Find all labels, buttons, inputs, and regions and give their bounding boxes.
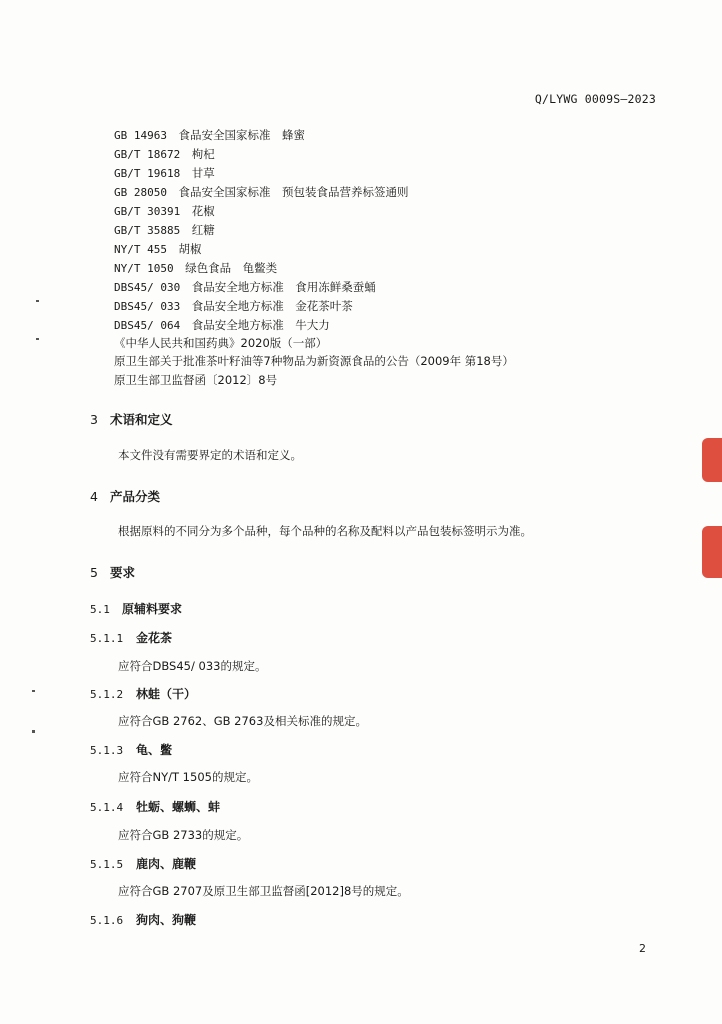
- seal-fragment: [702, 438, 722, 482]
- reference-item: [114, 184, 408, 200]
- reference-title: 甘草: [191, 166, 215, 180]
- scan-speck: [36, 300, 39, 302]
- section-5-1-heading: 5.1 原辅料要求: [90, 602, 183, 616]
- reference-item: [114, 146, 215, 162]
- reference-title: 《中华人民共和国药典》2020版（一部）: [114, 336, 328, 350]
- reference-item: [114, 317, 330, 333]
- scan-speck: [32, 690, 35, 692]
- reference-title: 食品安全国家标准 蜂蜜: [178, 128, 305, 142]
- section-5-1-3-body: 应符合NY/T 1505的规定。: [118, 770, 258, 784]
- reference-code: NY/T 1050: [114, 262, 174, 275]
- section-5-1-2-heading: 5.1.2 林蛙（干）: [90, 687, 197, 701]
- section-5-heading: 5 要求: [90, 565, 136, 580]
- reference-item: [114, 335, 327, 351]
- reference-item: [114, 241, 201, 257]
- section-5-1-4-heading: 5.1.4 牡蛎、螺蛳、蚌: [90, 800, 221, 814]
- reference-item: [114, 260, 277, 276]
- reference-code: GB/T 30391: [114, 205, 181, 218]
- scan-speck: [32, 730, 35, 733]
- reference-code: GB/T 35885: [114, 224, 181, 237]
- reference-item: [114, 372, 277, 388]
- reference-title: 枸杞: [191, 147, 215, 161]
- reference-code: GB/T 19618: [114, 167, 181, 180]
- page-number: 2: [639, 942, 646, 955]
- section-3-heading: 3 术语和定义: [90, 412, 173, 427]
- section-5-1-3-heading: 5.1.3 龟、鳖: [90, 743, 173, 757]
- reference-title: 食品安全地方标准 牛大力: [191, 318, 330, 332]
- section-5-1-5-body: 应符合GB 2707及原卫生部卫监督函[2012]8号的规定。: [118, 884, 409, 898]
- reference-title: 食品安全地方标准 金花茶叶茶: [191, 299, 353, 313]
- section-5-1-6-heading: 5.1.6 狗肉、狗鞭: [90, 913, 197, 927]
- section-4-heading: 4 产品分类: [90, 489, 161, 504]
- scan-speck: [36, 338, 39, 340]
- reference-title: 胡椒: [178, 242, 202, 256]
- section-5-1-1-body: 应符合DBS45/ 033的规定。: [118, 659, 267, 673]
- reference-title: 绿色食品 龟鳖类: [185, 261, 278, 275]
- reference-item: [114, 222, 215, 238]
- reference-title: 食品安全地方标准 食用冻鲜桑蚕蛹: [191, 280, 376, 294]
- reference-title: 红糖: [191, 223, 215, 237]
- reference-code: DBS45/ 030: [114, 281, 181, 294]
- section-5-1-1-heading: 5.1.1 金花茶: [90, 631, 173, 645]
- reference-item: [114, 203, 215, 219]
- reference-code: DBS45/ 033: [114, 300, 181, 313]
- reference-item: [114, 353, 514, 369]
- section-5-1-5-heading: 5.1.5 鹿肉、鹿鞭: [90, 857, 197, 871]
- reference-title: 食品安全国家标准 预包装食品营养标签通则: [178, 185, 409, 199]
- reference-item: [114, 298, 353, 314]
- section-3-body: 本文件没有需要界定的术语和定义。: [118, 448, 302, 462]
- reference-title: 原卫生部关于批准茶叶籽油等7种物品为新资源食品的公告（2009年 第18号）: [114, 354, 514, 368]
- document-code: Q/LYWG 0009S—2023: [534, 92, 656, 106]
- reference-title: 原卫生部卫监督函〔2012〕8号: [114, 373, 278, 387]
- reference-code: GB/T 18672: [114, 148, 181, 161]
- section-5-1-2-body: 应符合GB 2762、GB 2763及相关标准的规定。: [118, 714, 367, 728]
- reference-title: 花椒: [191, 204, 215, 218]
- reference-code: GB 14963: [114, 129, 167, 142]
- reference-item: [114, 127, 305, 143]
- reference-item: [114, 165, 215, 181]
- reference-code: GB 28050: [114, 186, 167, 199]
- reference-code: NY/T 455: [114, 243, 167, 256]
- reference-code: DBS45/ 064: [114, 319, 181, 332]
- section-4-body: 根据原料的不同分为多个品种，每个品种的名称及配料以产品包装标签明示为准。: [118, 524, 532, 538]
- seal-fragment: [702, 526, 722, 578]
- reference-item: [114, 279, 376, 295]
- section-5-1-4-body: 应符合GB 2733的规定。: [118, 828, 249, 842]
